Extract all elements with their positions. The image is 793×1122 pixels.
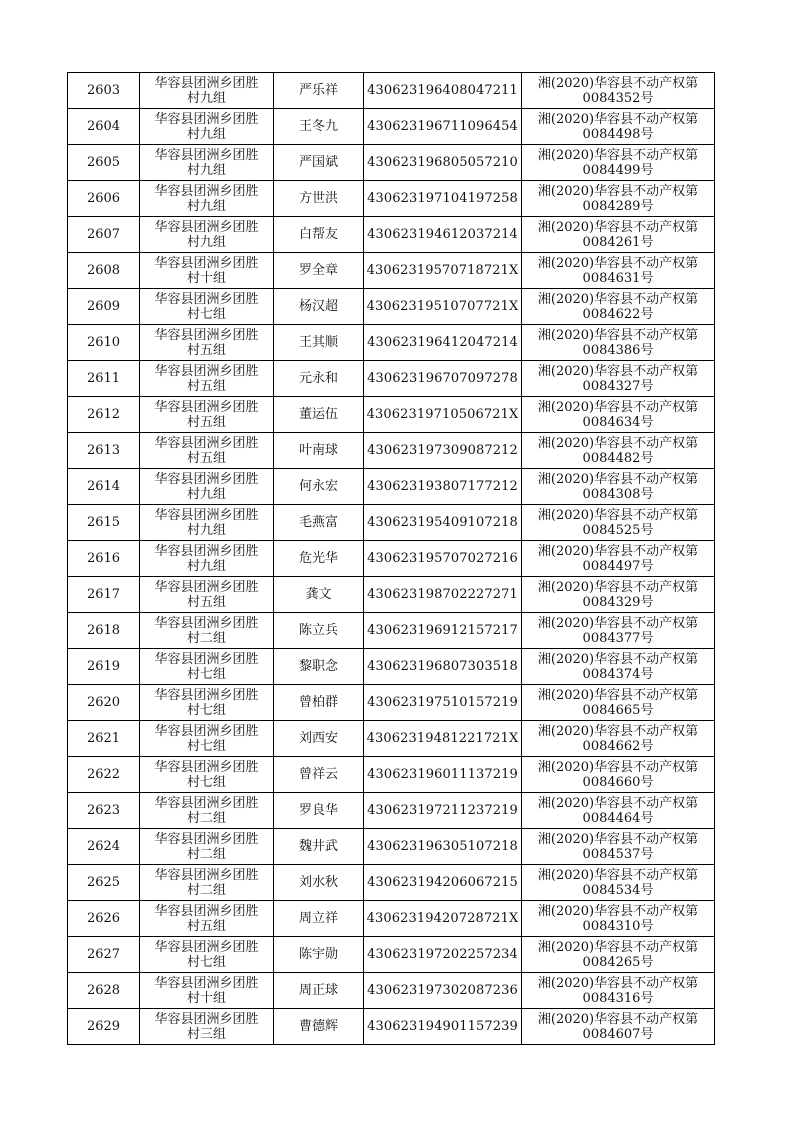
certificate-cell [522,469,715,505]
certificate-line-1: 湘(2020)华容县不动产权第 [537,975,699,991]
id-number: 43062319420728721X [364,901,522,937]
address-line-2: 村七组 [186,666,226,682]
owner-name: 白帮友 [274,217,364,253]
certificate-line-1: 湘(2020)华容县不动产权第 [537,147,699,163]
address-line-1: 华容县团洲乡团胜 [154,255,259,271]
row-number: 2611 [68,361,140,397]
row-number: 2622 [68,757,140,793]
certificate-line-2: 0084631号 [582,270,654,286]
certificate-cell [522,253,715,289]
certificate-cell [522,757,715,793]
certificate-line-2: 0084386号 [582,342,654,358]
table-row [68,865,715,901]
certificate-line-1: 湘(2020)华容县不动产权第 [537,543,699,559]
table-row [68,397,715,433]
certificate-line-2: 0084498号 [582,126,654,142]
owner-name: 罗良华 [274,793,364,829]
certificate-cell [522,109,715,145]
id-number: 430623194206067215 [364,865,522,901]
row-number: 2619 [68,649,140,685]
certificate-line-1: 湘(2020)华容县不动产权第 [537,219,699,235]
id-number: 430623196711096454 [364,109,522,145]
certificate-line-2: 0084607号 [582,1026,654,1042]
certificate-line-1: 湘(2020)华容县不动产权第 [537,867,699,883]
address-cell [140,217,274,253]
row-number: 2608 [68,253,140,289]
owner-name: 危光华 [274,541,364,577]
table-row [68,217,715,253]
table-row [68,325,715,361]
certificate-cell [522,145,715,181]
certificate-line-2: 0084374号 [582,666,654,682]
certificate-line-2: 0084352号 [582,90,654,106]
row-number: 2606 [68,181,140,217]
address-cell [140,973,274,1009]
row-number: 2607 [68,217,140,253]
certificate-line-1: 湘(2020)华容县不动产权第 [537,507,699,523]
address-line-2: 村五组 [186,342,226,358]
address-line-2: 村十组 [186,990,226,1006]
certificate-cell [522,541,715,577]
owner-name: 王冬九 [274,109,364,145]
owner-name: 陈立兵 [274,613,364,649]
row-number: 2610 [68,325,140,361]
certificate-line-2: 0084289号 [582,198,654,214]
id-number: 43062319510707721X [364,289,522,325]
row-number: 2625 [68,865,140,901]
address-line-2: 村五组 [186,450,226,466]
owner-name: 叶南球 [274,433,364,469]
certificate-cell [522,649,715,685]
address-line-2: 村七组 [186,306,226,322]
address-line-2: 村二组 [186,810,226,826]
address-cell [140,901,274,937]
address-line-1: 华容县团洲乡团胜 [154,111,259,127]
address-cell [140,361,274,397]
address-line-1: 华容县团洲乡团胜 [154,291,259,307]
row-number: 2616 [68,541,140,577]
table-row [68,433,715,469]
address-line-1: 华容县团洲乡团胜 [154,75,259,91]
owner-name: 黎职念 [274,649,364,685]
certificate-line-1: 湘(2020)华容县不动产权第 [537,759,699,775]
certificate-line-2: 0084310号 [582,918,654,934]
address-line-1: 华容县团洲乡团胜 [154,579,259,595]
row-number: 2605 [68,145,140,181]
owner-name: 严国斌 [274,145,364,181]
address-line-2: 村二组 [186,630,226,646]
owner-name: 刘西安 [274,721,364,757]
address-cell [140,505,274,541]
certificate-line-1: 湘(2020)华容县不动产权第 [537,327,699,343]
table-row [68,145,715,181]
table-row [68,109,715,145]
id-number: 43062319710506721X [364,397,522,433]
row-number: 2617 [68,577,140,613]
address-line-1: 华容县团洲乡团胜 [154,651,259,667]
table-row [68,181,715,217]
address-line-2: 村五组 [186,378,226,394]
owner-name: 罗全章 [274,253,364,289]
address-cell [140,757,274,793]
certificate-cell [522,181,715,217]
row-number: 2615 [68,505,140,541]
certificate-line-1: 湘(2020)华容县不动产权第 [537,579,699,595]
address-line-1: 华容县团洲乡团胜 [154,1011,259,1027]
certificate-line-1: 湘(2020)华容县不动产权第 [537,687,699,703]
row-number: 2627 [68,937,140,973]
certificate-line-2: 0084534号 [582,882,654,898]
address-line-2: 村二组 [186,882,226,898]
table-row [68,901,715,937]
owner-name: 陈宇勋 [274,937,364,973]
table-row [68,469,715,505]
id-number: 430623196807303518 [364,649,522,685]
certificate-cell [522,325,715,361]
address-cell [140,685,274,721]
certificate-line-1: 湘(2020)华容县不动产权第 [537,75,699,91]
table-row [68,757,715,793]
certificate-line-2: 0084499号 [582,162,654,178]
address-cell [140,721,274,757]
row-number: 2612 [68,397,140,433]
address-line-1: 华容县团洲乡团胜 [154,975,259,991]
row-number: 2618 [68,613,140,649]
address-line-1: 华容县团洲乡团胜 [154,327,259,343]
owner-name: 刘水秋 [274,865,364,901]
certificate-cell [522,865,715,901]
address-cell [140,325,274,361]
id-number: 430623197309087212 [364,433,522,469]
row-number: 2609 [68,289,140,325]
certificate-line-1: 湘(2020)华容县不动产权第 [537,111,699,127]
address-cell [140,433,274,469]
id-number: 430623196412047214 [364,325,522,361]
address-line-2: 村七组 [186,774,226,790]
address-line-1: 华容县团洲乡团胜 [154,687,259,703]
id-number: 430623196707097278 [364,361,522,397]
address-line-1: 华容县团洲乡团胜 [154,723,259,739]
row-number: 2603 [68,73,140,109]
id-number: 430623197104197258 [364,181,522,217]
table-row [68,649,715,685]
table-row [68,289,715,325]
id-number: 430623197510157219 [364,685,522,721]
address-line-2: 村九组 [186,198,226,214]
id-number: 430623195409107218 [364,505,522,541]
id-number: 430623196805057210 [364,145,522,181]
address-cell [140,865,274,901]
address-line-1: 华容县团洲乡团胜 [154,615,259,631]
owner-name: 何永宏 [274,469,364,505]
certificate-line-1: 湘(2020)华容县不动产权第 [537,903,699,919]
owner-name: 王其顺 [274,325,364,361]
certificate-line-2: 0084464号 [582,810,654,826]
owner-name: 龚文 [274,577,364,613]
certificate-line-1: 湘(2020)华容县不动产权第 [537,939,699,955]
id-number: 430623196305107218 [364,829,522,865]
id-number: 430623197302087236 [364,973,522,1009]
address-line-1: 华容县团洲乡团胜 [154,939,259,955]
certificate-cell [522,397,715,433]
address-cell [140,397,274,433]
certificate-line-1: 湘(2020)华容县不动产权第 [537,183,699,199]
id-number: 43062319570718721X [364,253,522,289]
address-cell [140,649,274,685]
certificate-line-2: 0084308号 [582,486,654,502]
address-cell [140,541,274,577]
address-line-1: 华容县团洲乡团胜 [154,831,259,847]
owner-name: 曾祥云 [274,757,364,793]
id-number: 430623196011137219 [364,757,522,793]
table-row [68,253,715,289]
certificate-line-1: 湘(2020)华容县不动产权第 [537,831,699,847]
certificate-line-2: 0084265号 [582,954,654,970]
table-row [68,937,715,973]
certificate-line-1: 湘(2020)华容县不动产权第 [537,795,699,811]
owner-name: 周正球 [274,973,364,1009]
certificate-cell [522,577,715,613]
address-line-1: 华容县团洲乡团胜 [154,219,259,235]
certificate-cell [522,361,715,397]
id-number: 430623195707027216 [364,541,522,577]
table-row [68,685,715,721]
table-row [68,577,715,613]
address-cell [140,109,274,145]
table-row [68,829,715,865]
owner-name: 毛燕富 [274,505,364,541]
row-number: 2613 [68,433,140,469]
row-number: 2614 [68,469,140,505]
registry-table-body [68,73,715,1045]
id-number: 430623198702227271 [364,577,522,613]
address-line-1: 华容县团洲乡团胜 [154,363,259,379]
table-row [68,973,715,1009]
certificate-cell [522,73,715,109]
address-line-2: 村七组 [186,738,226,754]
address-cell [140,469,274,505]
address-line-2: 村七组 [186,702,226,718]
certificate-line-2: 0084377号 [582,630,654,646]
certificate-line-1: 湘(2020)华容县不动产权第 [537,1011,699,1027]
address-line-1: 华容县团洲乡团胜 [154,507,259,523]
address-line-2: 村十组 [186,270,226,286]
certificate-cell [522,433,715,469]
certificate-cell [522,289,715,325]
certificate-cell [522,721,715,757]
certificate-line-2: 0084537号 [582,846,654,862]
row-number: 2623 [68,793,140,829]
address-line-2: 村九组 [186,486,226,502]
address-line-2: 村九组 [186,162,226,178]
table-row [68,361,715,397]
table-row [68,613,715,649]
table-row [68,793,715,829]
address-cell [140,937,274,973]
table-row [68,73,715,109]
certificate-line-1: 湘(2020)华容县不动产权第 [537,255,699,271]
address-line-2: 村二组 [186,846,226,862]
certificate-line-2: 0084660号 [582,774,654,790]
certificate-line-2: 0084497号 [582,558,654,574]
address-cell [140,73,274,109]
certificate-line-2: 0084665号 [582,702,654,718]
address-cell [140,289,274,325]
certificate-line-1: 湘(2020)华容县不动产权第 [537,615,699,631]
owner-name: 董运伍 [274,397,364,433]
owner-name: 曾柏群 [274,685,364,721]
certificate-cell [522,937,715,973]
owner-name: 杨汉超 [274,289,364,325]
certificate-line-2: 0084316号 [582,990,654,1006]
address-line-2: 村九组 [186,90,226,106]
id-number: 430623194612037214 [364,217,522,253]
address-cell [140,829,274,865]
certificate-cell [522,1009,715,1045]
address-line-1: 华容县团洲乡团胜 [154,903,259,919]
registry-table [67,72,715,1045]
address-cell [140,577,274,613]
owner-name: 魏井武 [274,829,364,865]
row-number: 2620 [68,685,140,721]
id-number: 43062319481221721X [364,721,522,757]
address-cell [140,253,274,289]
address-line-1: 华容县团洲乡团胜 [154,759,259,775]
certificate-cell [522,217,715,253]
id-number: 430623197211237219 [364,793,522,829]
address-line-2: 村五组 [186,594,226,610]
owner-name: 周立祥 [274,901,364,937]
row-number: 2604 [68,109,140,145]
table-row [68,721,715,757]
certificate-line-1: 湘(2020)华容县不动产权第 [537,399,699,415]
address-line-2: 村三组 [186,1026,226,1042]
id-number: 430623197202257234 [364,937,522,973]
certificate-line-1: 湘(2020)华容县不动产权第 [537,723,699,739]
certificate-cell [522,901,715,937]
address-cell [140,181,274,217]
certificate-cell [522,973,715,1009]
certificate-cell [522,613,715,649]
certificate-line-2: 0084525号 [582,522,654,538]
row-number: 2626 [68,901,140,937]
row-number: 2624 [68,829,140,865]
id-number: 430623194901157239 [364,1009,522,1045]
certificate-line-1: 湘(2020)华容县不动产权第 [537,363,699,379]
address-line-1: 华容县团洲乡团胜 [154,795,259,811]
row-number: 2621 [68,721,140,757]
certificate-line-2: 0084482号 [582,450,654,466]
owner-name: 严乐祥 [274,73,364,109]
id-number: 430623196912157217 [364,613,522,649]
row-number: 2628 [68,973,140,1009]
row-number: 2629 [68,1009,140,1045]
address-line-2: 村五组 [186,414,226,430]
address-cell [140,145,274,181]
address-line-1: 华容县团洲乡团胜 [154,543,259,559]
owner-name: 元永和 [274,361,364,397]
address-line-1: 华容县团洲乡团胜 [154,435,259,451]
address-line-1: 华容县团洲乡团胜 [154,399,259,415]
address-line-2: 村七组 [186,954,226,970]
address-line-2: 村九组 [186,522,226,538]
certificate-line-1: 湘(2020)华容县不动产权第 [537,651,699,667]
id-number: 430623196408047211 [364,73,522,109]
certificate-cell [522,829,715,865]
address-line-1: 华容县团洲乡团胜 [154,183,259,199]
address-line-1: 华容县团洲乡团胜 [154,147,259,163]
certificate-line-1: 湘(2020)华容县不动产权第 [537,435,699,451]
address-line-2: 村九组 [186,234,226,250]
table-row [68,541,715,577]
certificate-line-2: 0084634号 [582,414,654,430]
table-row [68,1009,715,1045]
id-number: 430623193807177212 [364,469,522,505]
address-line-1: 华容县团洲乡团胜 [154,867,259,883]
certificate-line-2: 0084327号 [582,378,654,394]
address-line-2: 村九组 [186,126,226,142]
table-row [68,505,715,541]
address-cell [140,1009,274,1045]
address-line-1: 华容县团洲乡团胜 [154,471,259,487]
certificate-line-2: 0084329号 [582,594,654,610]
address-cell [140,613,274,649]
certificate-line-1: 湘(2020)华容县不动产权第 [537,471,699,487]
owner-name: 方世洪 [274,181,364,217]
certificate-cell [522,505,715,541]
certificate-cell [522,793,715,829]
address-line-2: 村五组 [186,918,226,934]
address-line-2: 村九组 [186,558,226,574]
certificate-line-2: 0084662号 [582,738,654,754]
certificate-line-2: 0084261号 [582,234,654,250]
certificate-cell [522,685,715,721]
certificate-line-2: 0084622号 [582,306,654,322]
owner-name: 曹德辉 [274,1009,364,1045]
certificate-line-1: 湘(2020)华容县不动产权第 [537,291,699,307]
address-cell [140,793,274,829]
